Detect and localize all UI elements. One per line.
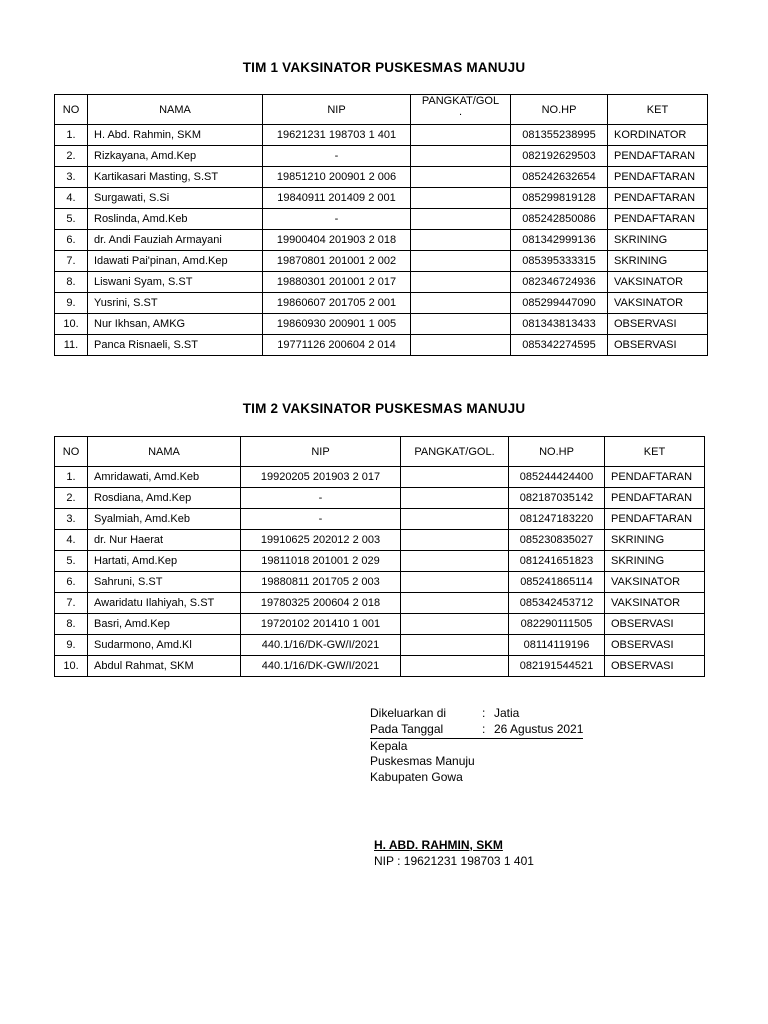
cell-pangkat (411, 272, 511, 293)
cell-pangkat (401, 488, 509, 509)
cell-pangkat (411, 209, 511, 230)
table-row (55, 614, 705, 635)
issued-date-value: 26 Agustus 2021 (494, 721, 584, 736)
cell-nip: 19840911 201409 2 001 (263, 188, 411, 209)
cell-nip: 19870801 201001 2 002 (263, 251, 411, 272)
header-pangkat-label: PANGKAT/GOL (421, 95, 500, 107)
cell-hp: 085299447090 (511, 293, 608, 314)
cell-ket: PENDAFTARAN (608, 146, 708, 167)
cell-no: 3. (55, 167, 88, 188)
cell-nama: Sudarmono, Amd.Kl (88, 635, 241, 656)
header-nip: NIP (241, 437, 401, 467)
issuer-position: Kepala (370, 738, 408, 753)
cell-nama: dr. Andi Fauziah Armayani (88, 230, 263, 251)
cell-ket: VAKSINATOR (605, 572, 705, 593)
cell-nama: Rizkayana, Amd.Kep (88, 146, 263, 167)
cell-ket: VAKSINATOR (608, 272, 708, 293)
header-nip: NIP (263, 95, 411, 125)
table-row (55, 530, 705, 551)
team1-title: TIM 1 VAKSINATOR PUSKESMAS MANUJU (242, 60, 526, 75)
table-row (55, 272, 708, 293)
cell-hp: 082346724936 (511, 272, 608, 293)
cell-nama: Syalmiah, Amd.Keb (88, 509, 241, 530)
cell-no: 10. (55, 656, 88, 677)
issued-place-row (370, 706, 583, 722)
cell-pangkat (401, 572, 509, 593)
cell-nip: - (241, 509, 401, 530)
cell-nip: 19720102 201410 1 001 (241, 614, 401, 635)
team2-header-row (55, 437, 705, 467)
cell-hp: 085230835027 (509, 530, 605, 551)
cell-no: 10. (55, 314, 88, 335)
cell-pangkat (411, 335, 511, 356)
cell-pangkat (411, 167, 511, 188)
cell-no: 9. (55, 293, 88, 314)
table-row (55, 593, 705, 614)
cell-pangkat (401, 467, 509, 488)
cell-pangkat (401, 530, 509, 551)
cell-ket: PENDAFTARAN (605, 467, 705, 488)
signature-block (374, 838, 534, 870)
cell-ket: KORDINATOR (608, 125, 708, 146)
cell-ket: OBSERVASI (605, 635, 705, 656)
cell-nama: Awaridatu Ilahiyah, S.ST (88, 593, 241, 614)
cell-no: 2. (55, 488, 88, 509)
table-row (55, 572, 705, 593)
cell-nama: Yusrini, S.ST (88, 293, 263, 314)
cell-pangkat (401, 614, 509, 635)
header-ket: KET (605, 437, 705, 467)
cell-hp: 081247183220 (509, 509, 605, 530)
cell-nip: 19910625 202012 2 003 (241, 530, 401, 551)
cell-ket: PENDAFTARAN (605, 509, 705, 530)
cell-no: 8. (55, 272, 88, 293)
cell-nama: Rosdiana, Amd.Kep (88, 488, 241, 509)
cell-ket: SKRINING (608, 230, 708, 251)
cell-no: 4. (55, 188, 88, 209)
header-no: NO (55, 437, 88, 467)
cell-no: 2. (55, 146, 88, 167)
cell-nip: 19780325 200604 2 018 (241, 593, 401, 614)
cell-nama: Roslinda, Amd.Keb (88, 209, 263, 230)
table-row (55, 335, 708, 356)
cell-nip: - (263, 146, 411, 167)
cell-nama: Surgawati, S.Si (88, 188, 263, 209)
cell-hp: 085241865114 (509, 572, 605, 593)
issuer-region: Kabupaten Gowa (370, 770, 463, 785)
cell-nama: Nur Ikhsan, AMKG (88, 314, 263, 335)
cell-hp: 085242850086 (511, 209, 608, 230)
header-pangkat-dot: . (458, 106, 463, 118)
cell-nip: - (263, 209, 411, 230)
cell-nama: Abdul Rahmat, SKM (88, 656, 241, 677)
cell-nip: 19860607 201705 2 001 (263, 293, 411, 314)
table-row (55, 146, 708, 167)
cell-no: 5. (55, 209, 88, 230)
cell-pangkat (411, 251, 511, 272)
issued-date-label: Pada Tanggal (370, 721, 444, 736)
issuer-office: Puskesmas Manuju (370, 754, 475, 769)
cell-nama: Kartikasari Masting, S.ST (88, 167, 263, 188)
cell-pangkat (411, 293, 511, 314)
table-row (55, 125, 708, 146)
cell-pangkat (411, 230, 511, 251)
cell-nip: 19880811 201705 2 003 (241, 572, 401, 593)
header-hp: NO.HP (509, 437, 605, 467)
cell-pangkat (401, 551, 509, 572)
issued-place-separator: : (482, 706, 486, 720)
cell-ket: OBSERVASI (605, 656, 705, 677)
cell-nama: Panca Risnaeli, S.ST (88, 335, 263, 356)
cell-no: 9. (55, 635, 88, 656)
cell-nip: 440.1/16/DK-GW/I/2021 (241, 656, 401, 677)
table-row (55, 509, 705, 530)
header-hp: NO.HP (511, 95, 608, 125)
cell-ket: OBSERVASI (608, 335, 708, 356)
cell-no: 5. (55, 551, 88, 572)
cell-ket: SKRINING (605, 551, 705, 572)
cell-nama: Hartati, Amd.Kep (88, 551, 241, 572)
issued-place-value: Jatia (494, 706, 520, 720)
cell-nip: - (241, 488, 401, 509)
team1-table (54, 94, 708, 356)
cell-no: 3. (55, 509, 88, 530)
table-row (55, 293, 708, 314)
cell-nip: 19851210 200901 2 006 (263, 167, 411, 188)
cell-no: 7. (55, 251, 88, 272)
cell-ket: OBSERVASI (608, 314, 708, 335)
cell-no: 1. (55, 125, 88, 146)
issued-date-separator: : (482, 721, 486, 736)
header-nama: NAMA (88, 95, 263, 125)
header-nama: NAMA (88, 437, 241, 467)
cell-hp: 085342274595 (511, 335, 608, 356)
cell-hp: 082290111505 (509, 614, 605, 635)
cell-hp: 085242632654 (511, 167, 608, 188)
cell-hp: 082191544521 (509, 656, 605, 677)
cell-pangkat (401, 593, 509, 614)
table-row (55, 635, 705, 656)
cell-no: 1. (55, 467, 88, 488)
header-no: NO (55, 95, 88, 125)
cell-nip: 19621231 198703 1 401 (263, 125, 411, 146)
cell-nama: Idawati Pai'pinan, Amd.Kep (88, 251, 263, 272)
cell-no: 6. (55, 230, 88, 251)
table-row (55, 656, 705, 677)
cell-hp: 082192629503 (511, 146, 608, 167)
table-row (55, 167, 708, 188)
cell-hp: 085299819128 (511, 188, 608, 209)
cell-hp: 081342999136 (511, 230, 608, 251)
cell-nip: 19880301 201001 2 017 (263, 272, 411, 293)
cell-pangkat (411, 314, 511, 335)
cell-ket: PENDAFTARAN (605, 488, 705, 509)
cell-nama: Sahruni, S.ST (88, 572, 241, 593)
cell-pangkat (411, 188, 511, 209)
cell-no: 7. (55, 593, 88, 614)
table-row (55, 209, 708, 230)
cell-nip: 19771126 200604 2 014 (263, 335, 411, 356)
header-pangkat (411, 95, 511, 125)
cell-nama: Basri, Amd.Kep (88, 614, 241, 635)
cell-nama: Liswani Syam, S.ST (88, 272, 263, 293)
cell-ket: VAKSINATOR (605, 593, 705, 614)
cell-hp: 085244424400 (509, 467, 605, 488)
cell-nip: 19900404 201903 2 018 (263, 230, 411, 251)
issued-place-label: Dikeluarkan di (370, 706, 447, 720)
header-ket: KET (608, 95, 708, 125)
cell-nip: 19811018 201001 2 029 (241, 551, 401, 572)
table-row (55, 551, 705, 572)
team1-header-row (55, 95, 708, 125)
signatory-nip: NIP : 19621231 198703 1 401 (374, 853, 534, 868)
cell-hp: 081241651823 (509, 551, 605, 572)
cell-ket: PENDAFTARAN (608, 188, 708, 209)
cell-ket: SKRINING (608, 251, 708, 272)
cell-pangkat (401, 635, 509, 656)
table-row (55, 230, 708, 251)
issuance-block (370, 706, 583, 786)
cell-hp: 085342453712 (509, 593, 605, 614)
table-row (55, 314, 708, 335)
team2-title: TIM 2 VAKSINATOR PUSKESMAS MANUJU (242, 401, 526, 416)
cell-ket: PENDAFTARAN (608, 209, 708, 230)
cell-hp: 08114119196 (509, 635, 605, 656)
cell-ket: VAKSINATOR (608, 293, 708, 314)
cell-hp: 081343813433 (511, 314, 608, 335)
issued-date-row (370, 722, 583, 739)
cell-nip: 440.1/16/DK-GW/I/2021 (241, 635, 401, 656)
table-row (55, 488, 705, 509)
cell-hp: 082187035142 (509, 488, 605, 509)
header-pangkat: PANGKAT/GOL. (401, 437, 509, 467)
cell-ket: SKRINING (605, 530, 705, 551)
signatory-name: H. ABD. RAHMIN, SKM (374, 838, 503, 852)
cell-pangkat (401, 509, 509, 530)
cell-pangkat (411, 125, 511, 146)
cell-nip: 19860930 200901 1 005 (263, 314, 411, 335)
cell-ket: PENDAFTARAN (608, 167, 708, 188)
cell-pangkat (401, 656, 509, 677)
team2-table (54, 436, 705, 677)
cell-no: 11. (55, 335, 88, 356)
cell-no: 8. (55, 614, 88, 635)
cell-hp: 085395333315 (511, 251, 608, 272)
cell-nama: Amridawati, Amd.Keb (88, 467, 241, 488)
cell-nip: 19920205 201903 2 017 (241, 467, 401, 488)
cell-no: 6. (55, 572, 88, 593)
cell-ket: OBSERVASI (605, 614, 705, 635)
cell-nama: dr. Nur Haerat (88, 530, 241, 551)
cell-nama: H. Abd. Rahmin, SKM (88, 125, 263, 146)
cell-no: 4. (55, 530, 88, 551)
table-row (55, 251, 708, 272)
cell-hp: 081355238995 (511, 125, 608, 146)
table-row (55, 467, 705, 488)
table-row (55, 188, 708, 209)
cell-pangkat (411, 146, 511, 167)
